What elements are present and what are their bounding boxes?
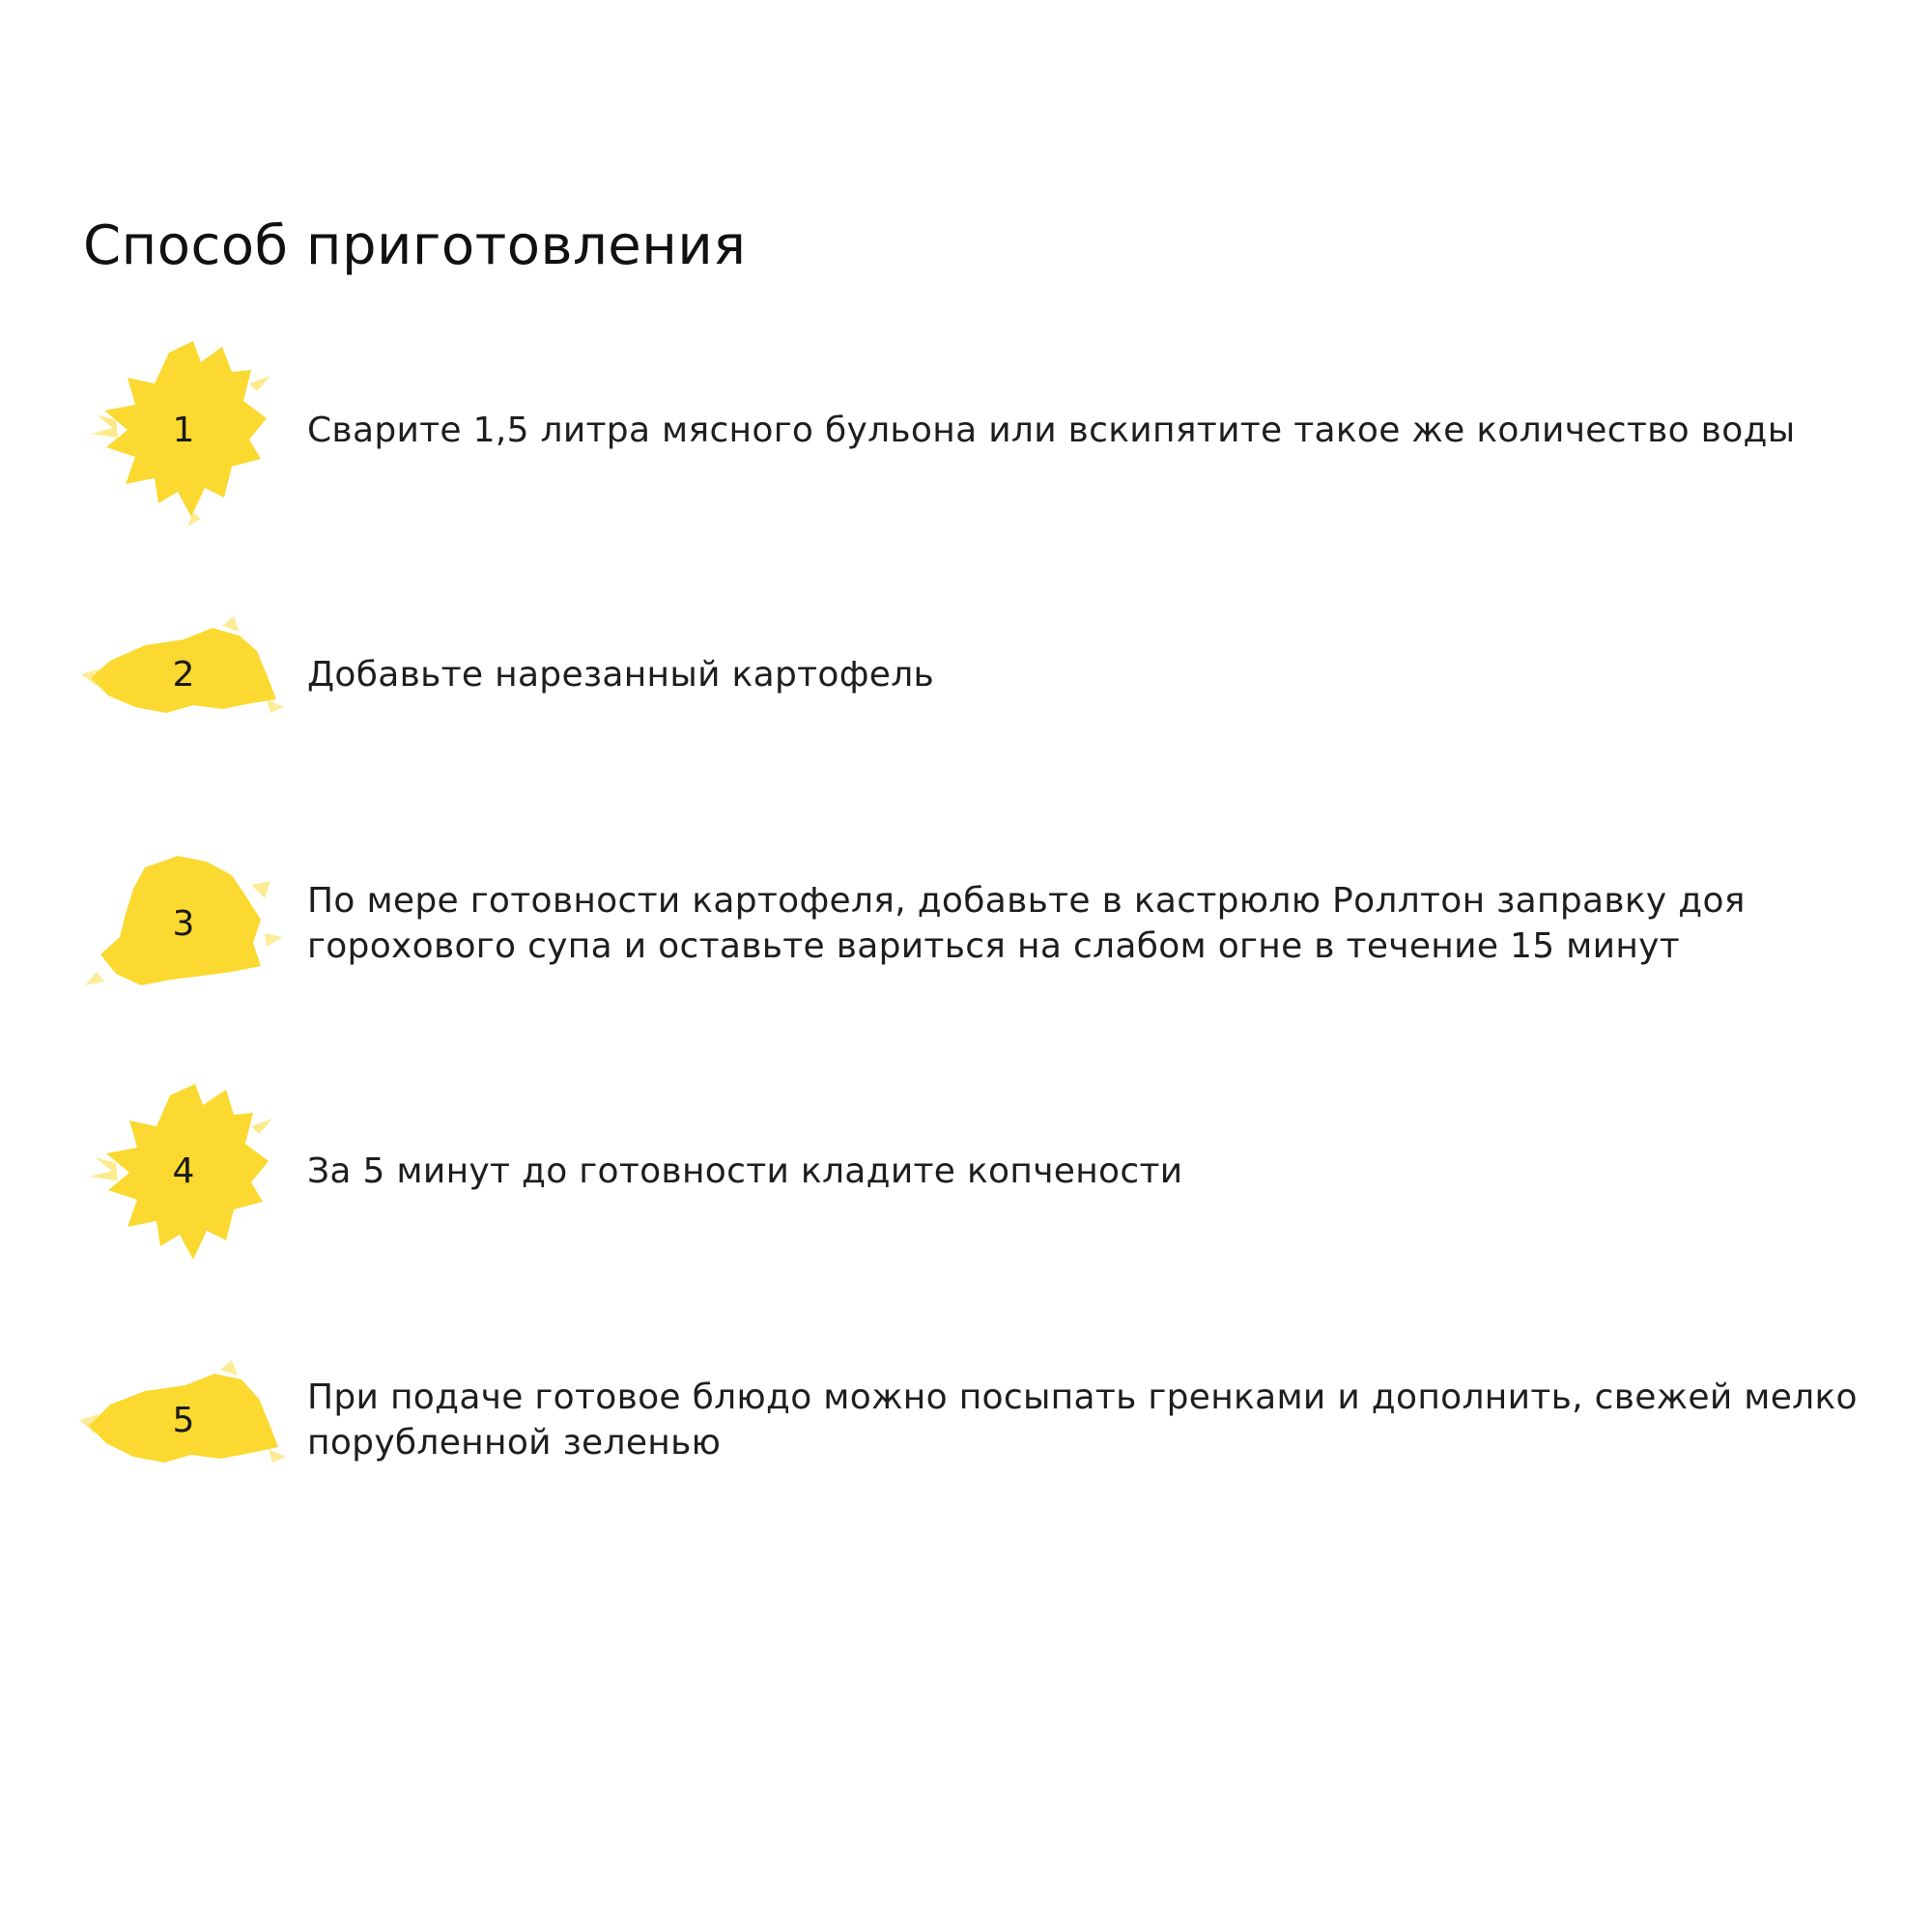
step-item	[0, 578, 1932, 771]
step-text	[307, 1323, 1891, 1517]
step-item	[0, 827, 1932, 1020]
step-item	[0, 333, 1932, 526]
step-number: 5	[172, 1400, 195, 1440]
step-text-content: За 5 минут до готовности кладите копчености	[307, 1151, 1183, 1191]
step-text-content: По мере готовности картофеля, добавьте в кастрюлю Роллтон заправку доя горохового супа и оставьте вариться на слабом огне в течение 15 минут	[307, 881, 1746, 966]
page-title: Способ приготовления	[83, 214, 747, 277]
step-text	[307, 333, 1891, 526]
step-number: 3	[172, 903, 195, 944]
step-item	[0, 1074, 1932, 1267]
step-number: 1	[172, 410, 195, 450]
step-text-content: Добавьте нарезанный картофель	[307, 654, 935, 695]
step-text-content: Сварите 1,5 литра мясного бульона или вскипятите такое же количество воды	[307, 410, 1796, 450]
step-item	[0, 1323, 1932, 1517]
step-number: 4	[172, 1151, 195, 1191]
step-text	[307, 1074, 1891, 1267]
step-text	[307, 578, 1891, 771]
step-text-content: При подаче готовое блюдо можно посыпать гренками и дополнить, свежей мелко порубленной зеленью	[307, 1378, 1858, 1463]
step-text	[307, 827, 1891, 1020]
step-number: 2	[172, 654, 195, 695]
